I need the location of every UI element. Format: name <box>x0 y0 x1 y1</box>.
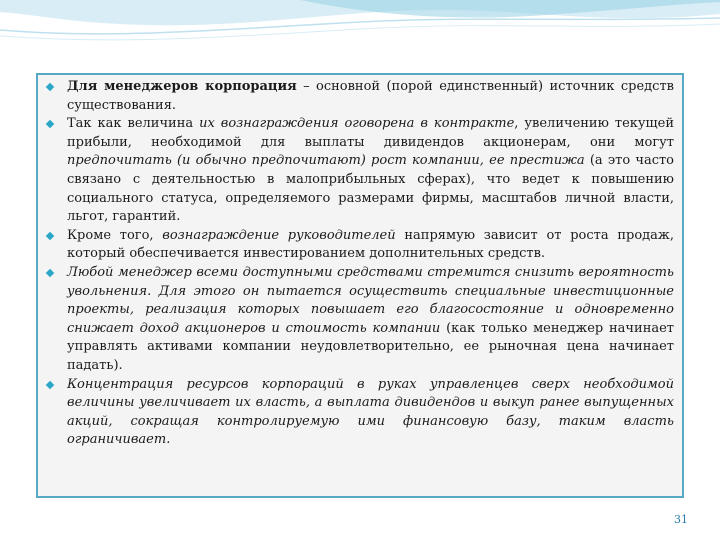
item-text: вознаграждение руководителей <box>162 227 396 243</box>
bullet-icon <box>46 120 54 128</box>
item-text: – основной (порой единственный) источник средств существования. <box>67 79 674 113</box>
item-text: , увеличению текущей прибыли, необходимой для выплаты дивидендов акционерам, они могут <box>67 116 674 150</box>
bullet-list <box>38 78 678 450</box>
item-text: Для менеджеров корпорация <box>67 79 297 94</box>
item-text: предпочитать (и обычно предпочитают) рост компании, ее престижа <box>67 153 585 169</box>
bullet-icon <box>46 232 54 240</box>
list-item <box>38 227 678 264</box>
bullet-icon <box>46 269 54 277</box>
slide-number: 31 <box>674 513 688 526</box>
list-item <box>38 376 678 450</box>
item-text: (а это часто связано с деятельностью в малоприбыльных сферах), что ведет к повышению социального статуса, определяемого размерами фирмы, масштабов личной власти, льгот, гарантий. <box>67 153 674 225</box>
list-item <box>38 115 678 227</box>
item-text: их вознаграждения оговорена в контракте <box>199 116 515 132</box>
item-text: Концентрация ресурсов корпораций в руках управленцев сверх необходимой величины увеличивает их власть, а выплата дивидендов и выкуп ранее выпущенных акций, сокращая контролируемую ими финансовую базу, таким власть ограничивает. <box>67 376 674 448</box>
item-text: Так как величина <box>67 116 200 132</box>
header-wave-decoration <box>0 0 720 80</box>
item-text: Любой менеджер всеми доступными средствами стремится снизить вероятность увольнения. Для этого он пытается осуществить специальные инвестиционные проекты, реализация которых повышает его благосостояние и одновременно снижает доход акционеров и стоимость компании <box>67 264 674 336</box>
item-text: Кроме того, <box>67 227 163 243</box>
bullet-icon <box>46 83 54 91</box>
bullet-icon <box>46 380 54 388</box>
list-item <box>38 264 678 376</box>
item-text: (как только менеджер начинает управлять активами компании неудовлетворительно, ее рыночная цена начинает падать). <box>67 320 674 373</box>
list-item <box>38 78 678 115</box>
item-text: напрямую зависит от роста продаж, который обеспечивается инвестированием дополнительных средств. <box>67 227 674 262</box>
